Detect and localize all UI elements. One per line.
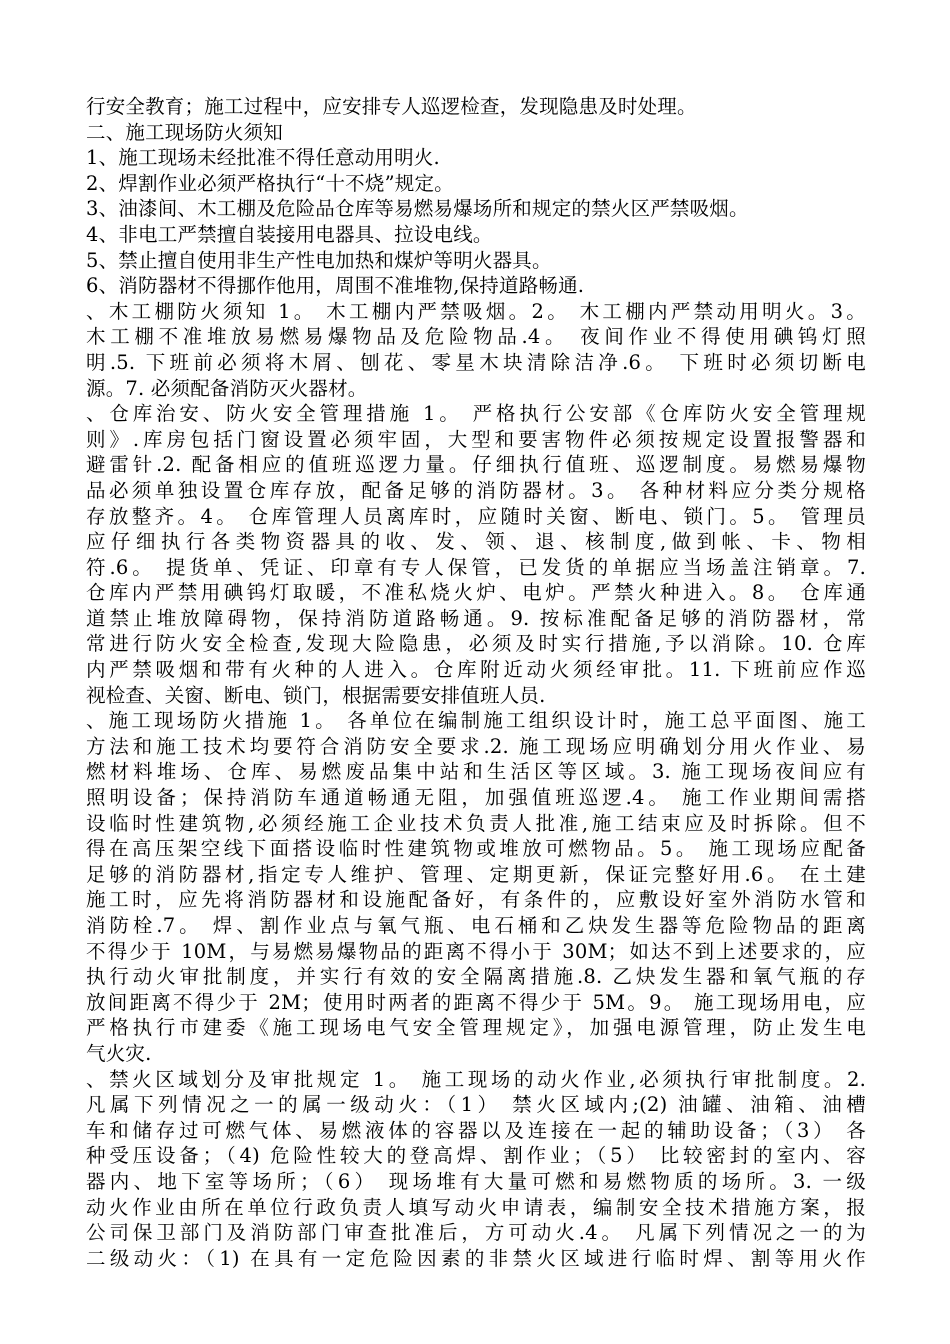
text-line: 木工棚不准堆放易燃易爆物品及危险物品.4。 夜间作业不得使用碘钨灯照 [86, 325, 866, 349]
text-line: 公司保卫部门及消防部门审查批准后，方可动火.4。 凡属下列情况之一的为 [86, 1221, 866, 1245]
text-line: 方法和施工技术均要符合消防安全要求.2. 施工现场应明确划分用火作业、易 [86, 734, 866, 758]
text-line: 气火灾. [86, 1041, 152, 1065]
text-line: 得在高压架空线下面搭设临时性建筑物或堆放可燃物品。5。 施工现场应配备 [86, 837, 866, 861]
text-line: 行安全教育；施工过程中，应安排专人巡逻检查，发现隐患及时处理。 [86, 95, 697, 118]
text-line: 器内、地下室等场所；（6） 现场堆有大量可燃和易燃物质的场所。3. 一级 [86, 1169, 866, 1193]
text-line: 2、焊割作业必须严格执行“十不烧”规定。 [86, 171, 454, 195]
text-line: 照明设备；保持消防车通道畅通无阻，加强值班巡逻.4。 施工作业期间需搭 [86, 786, 866, 810]
text-line: 6、消防器材不得挪作他用，周围不准堆物,保持道路畅通. [86, 274, 585, 298]
text-line: 、仓库治安、防火安全管理措施 1。 严格执行公安部《仓库防火安全管理规 [86, 402, 866, 426]
text-line: 严格执行市建委《施工现场电气安全管理规定》，加强电源管理，防止发生电 [86, 1016, 866, 1040]
text-line: 避雷针.2. 配备相应的值班巡逻力量。仔细执行值班、巡逻制度。易燃易爆物 [86, 453, 866, 477]
text-line: 、木工棚防火须知 1。 木工棚内严禁吸烟。2。 木工棚内严禁动用明火。3。 [86, 299, 866, 323]
text-line: 动火作业由所在单位行政负责人填写动火申请表，编制安全技术措施方案，报 [86, 1195, 866, 1219]
text-line: 则》.库房包括门窗设置必须牢固，大型和要害物件必须按规定设置报警器和 [86, 427, 866, 451]
text-line: 仓库内严禁用碘钨灯取暖，不准私烧火炉、电炉。严禁火种进入。8。 仓库通 [86, 581, 866, 605]
text-line: 凡属下列情况之一的属一级动火：（1） 禁火区域内;(2) 油罐、油箱、油槽 [86, 1093, 866, 1117]
text-line: 4、非电工严禁擅自装接用电器具、拉设电线。 [86, 222, 493, 246]
text-line: 符.6。 提货单、凭证、印章有专人保管，已发货的单据应当场盖注销章。7. [86, 555, 866, 579]
text-line: 设临时性建筑物,必须经施工企业技术负责人批准,施工结束应及时拆除。但不 [86, 811, 866, 835]
text-line: 、施工现场防火措施 1。 各单位在编制施工组织设计时，施工总平面图、施工 [86, 709, 866, 733]
text-line: 车和储存过可燃气体、易燃液体的容器以及连接在一起的辅助设备；（3） 各 [86, 1118, 866, 1142]
text-line: 视检查、关窗、断电、锁门，根据需要安排值班人员. [86, 683, 546, 707]
text-line: 1、施工现场未经批准不得任意动用明火. [86, 146, 440, 170]
text-line: 应仔细执行各类物资器具的收、发、领、退、核制度,做到帐、卡、物相 [86, 530, 866, 554]
text-line: 二、施工现场防火须知 [86, 120, 284, 144]
text-line: 5、禁止擅自使用非生产性电加热和煤炉等明火器具。 [86, 248, 552, 272]
text-line: 存放整齐。4。 仓库管理人员离库时，应随时关窗、断电、锁门。5。 管理员 [86, 504, 866, 528]
text-line: 明.5. 下班前必须将木屑、刨花、零星木块清除洁净.6。 下班时必须切断电 [86, 350, 866, 374]
text-line: 执行动火审批制度，并实行有效的安全隔离措施.8. 乙炔发生器和氧气瓶的存 [86, 965, 866, 989]
text-line: 燃材料堆场、仓库、易燃废品集中站和生活区等区域。3. 施工现场夜间应有 [86, 760, 866, 784]
text-line: 品必须单独设置仓库存放，配备足够的消防器材。3。 各种材料应分类分规格 [86, 478, 866, 502]
text-line: 源。7. 必须配备消防灭火器材。 [86, 376, 368, 400]
document-body [86, 94, 866, 1271]
text-line: 种受压设备；（4) 危险性较大的登高焊、割作业；（5） 比较密封的室内、容 [86, 1144, 866, 1168]
text-line: 3、油漆间、木工棚及危险品仓库等易燃易爆场所和规定的禁火区严禁吸烟。 [86, 197, 749, 221]
text-line: 放间距离不得少于 2M；使用时两者的距离不得少于 5M。9。 施工现场用电，应 [86, 990, 866, 1014]
text-line: 消防栓.7。 焊、割作业点与氧气瓶、电石桶和乙炔发生器等危险物品的距离 [86, 914, 866, 937]
text-line: 二级动火：（1) 在具有一定危险因素的非禁火区域进行临时焊、割等用火作 [86, 1246, 866, 1270]
text-line: 施工时，应先将消防器材和设施配备好，有条件的，应敷设好室外消防水管和 [86, 888, 866, 912]
text-line: 足够的消防器材,指定专人维护、管理、定期更新，保证完整好用.6。 在土建 [86, 862, 866, 886]
text-line: 、禁火区域划分及审批规定 1。 施工现场的动火作业,必须执行审批制度。2. [86, 1067, 866, 1091]
text-line: 不得少于 10M，与易燃易爆物品的距离不得小于 30M；如达不到上述要求的，应 [86, 939, 866, 963]
text-line: 常进行防火安全检查,发现大险隐患，必须及时实行措施,予以消除。10. 仓库 [86, 632, 866, 656]
text-line: 内严禁吸烟和带有火种的人进入。仓库附近动火须经审批。11. 下班前应作巡 [86, 658, 866, 682]
text-line: 道禁止堆放障碍物，保持消防道路畅通。9. 按标准配备足够的消防器材，常 [86, 606, 866, 630]
